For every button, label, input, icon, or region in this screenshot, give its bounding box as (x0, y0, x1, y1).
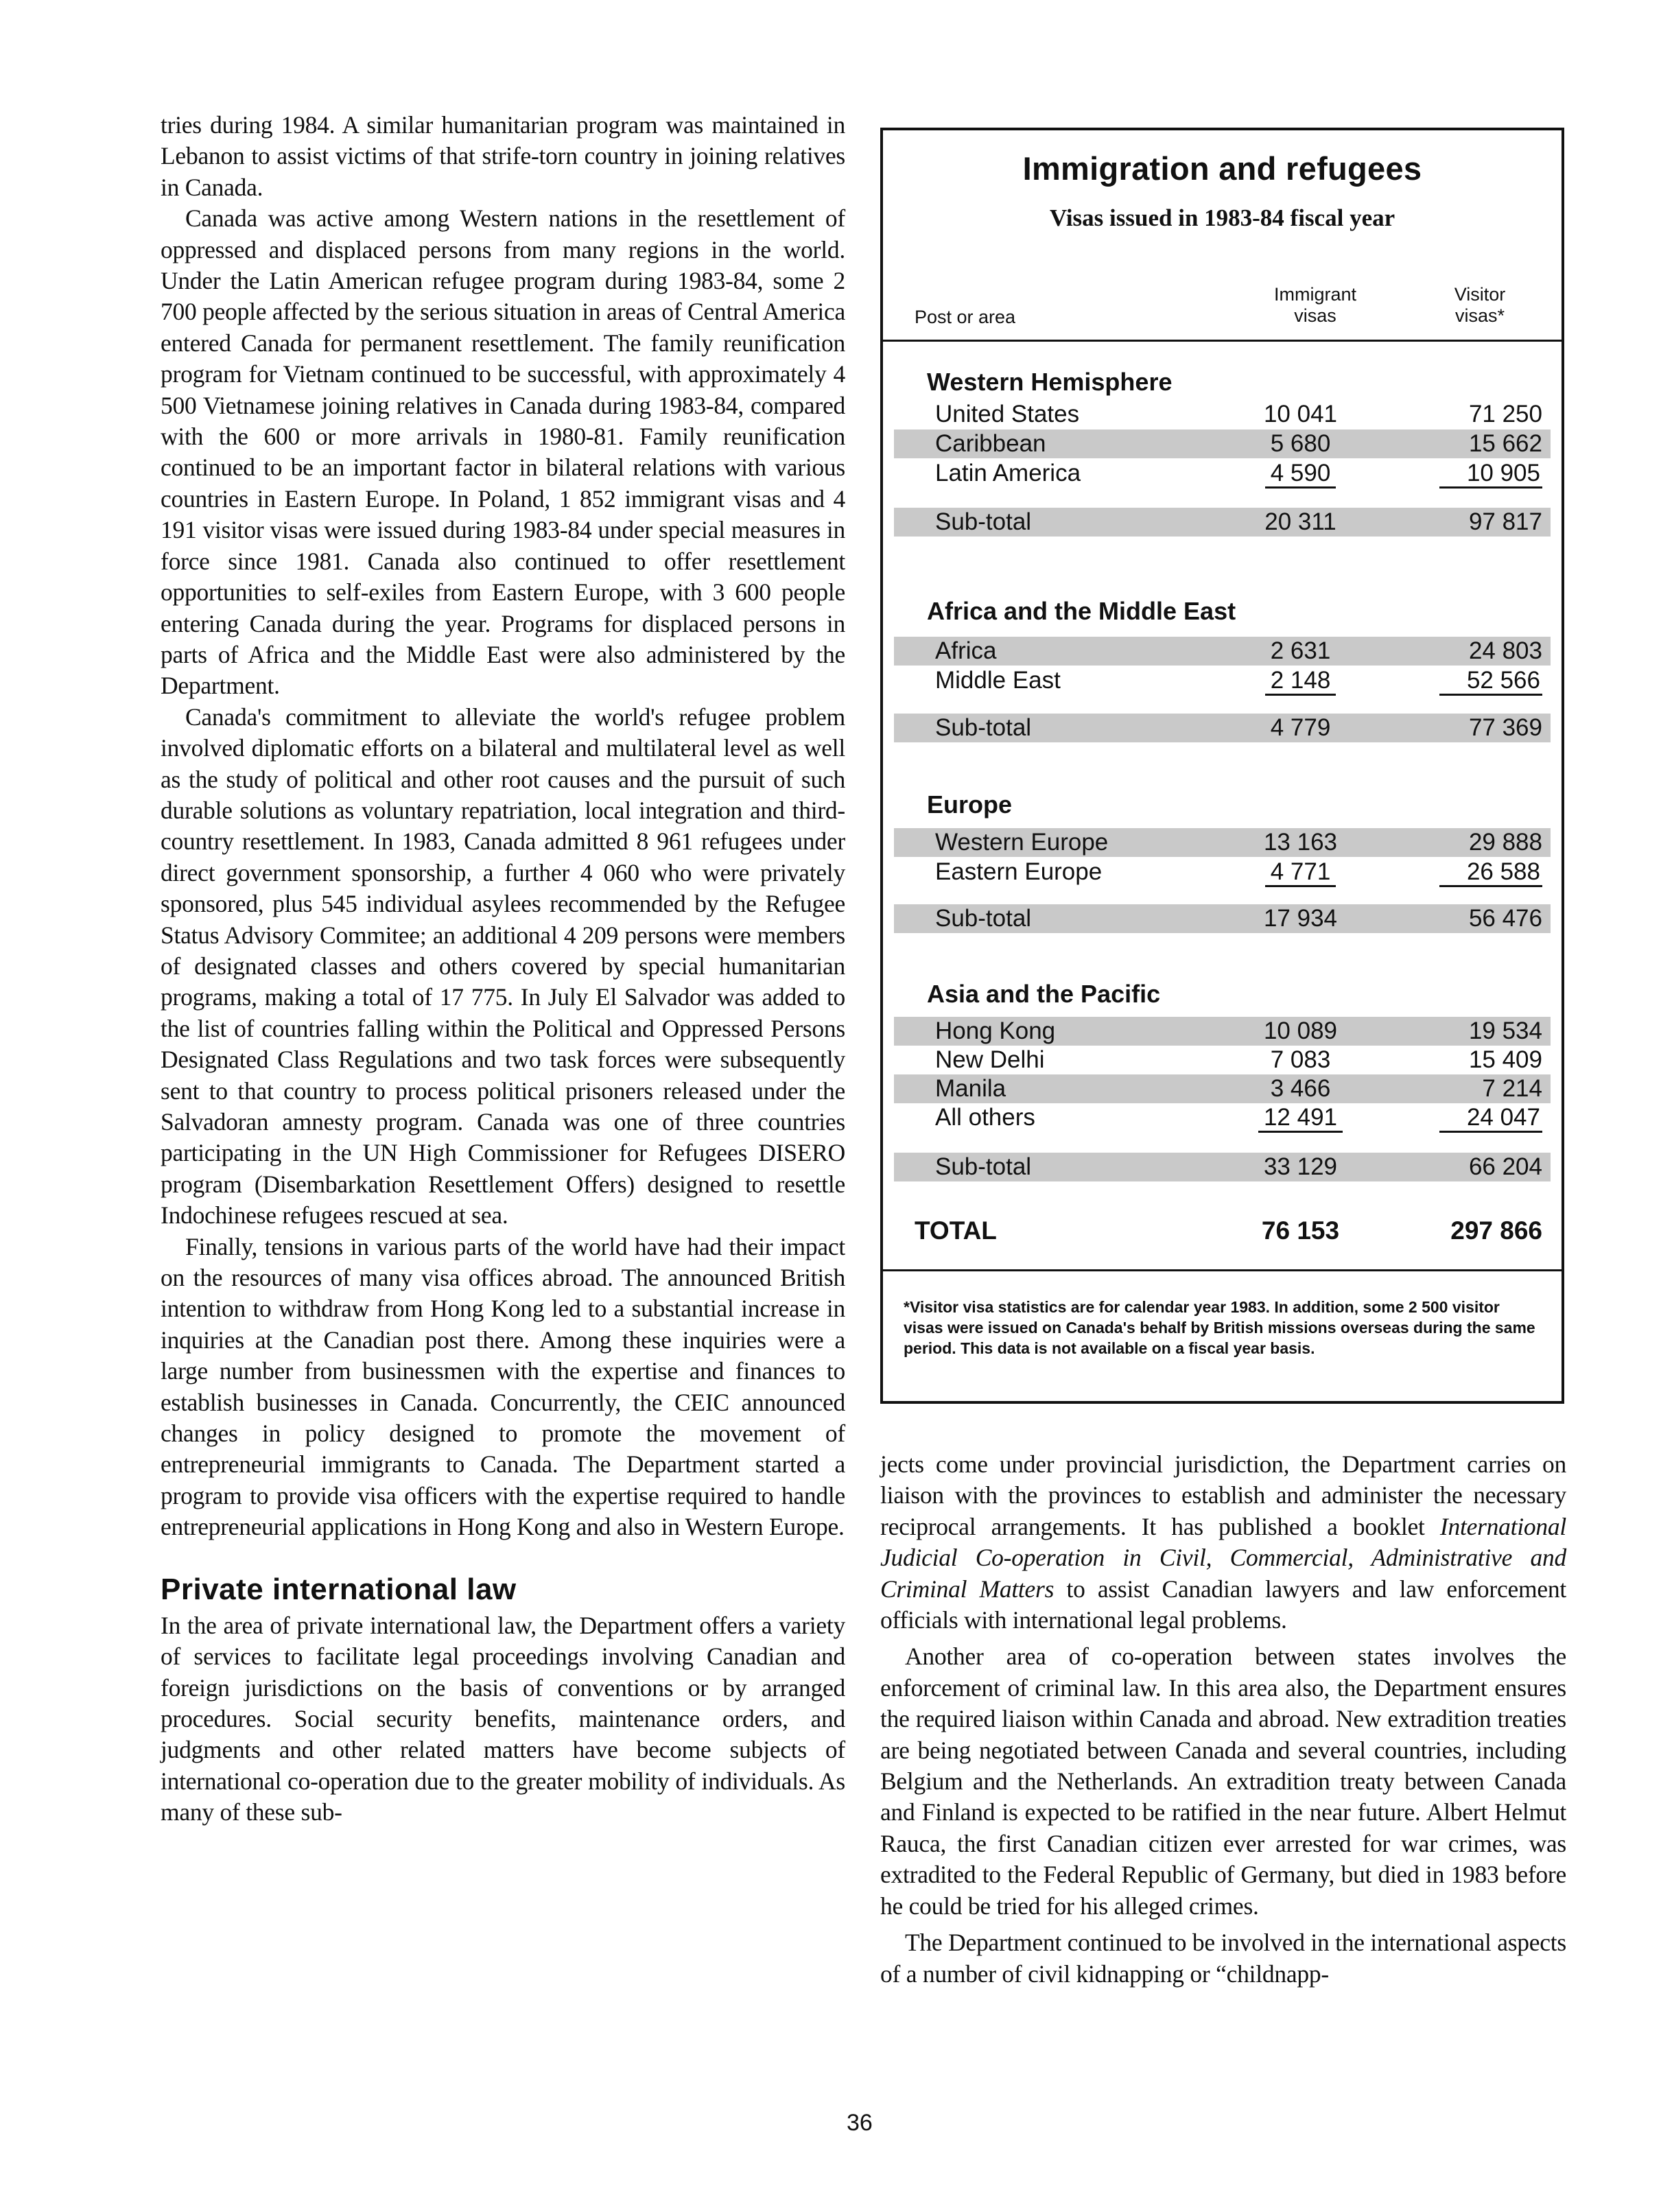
header-divider (883, 340, 1562, 342)
column-header-post: Post or area (915, 307, 1016, 327)
immigrant-value: 33 129 (1263, 1153, 1338, 1180)
paragraph-text: to assist Canadian lawyers and law enforcement officials with international legal problems. (880, 1575, 1566, 1634)
paragraph: tries during 1984. A similar humanitarian program was maintained in Lebanon to assist victims of that strife-torn country in joining relatives in Canada. (161, 111, 845, 201)
paragraph (880, 1449, 1566, 1636)
left-text-column (161, 110, 845, 1828)
row-label: Sub-total (935, 1153, 1032, 1180)
immigrant-value: 5 680 (1270, 430, 1331, 457)
table-row (894, 637, 1551, 666)
table-row (894, 459, 1551, 488)
section-label: Western Hemisphere (927, 368, 1173, 396)
visitor-value: 19 534 (1468, 1017, 1542, 1044)
visitor-value: 26 588 (1439, 858, 1542, 887)
immigrant-value: 10 041 (1263, 401, 1338, 427)
header-line: Immigrant (1273, 284, 1357, 305)
column-header-immigrant (1233, 284, 1398, 327)
visitor-value: 29 888 (1468, 829, 1542, 856)
immigrant-value: 10 089 (1263, 1017, 1338, 1044)
right-text-column (880, 1449, 1566, 1990)
immigrant-value: 2 631 (1270, 637, 1331, 664)
header-line: visas* (1454, 305, 1505, 326)
immigration-table-box (880, 128, 1564, 1404)
table-title: Immigration and refugees (1022, 150, 1422, 187)
immigrant-value: 4 771 (1265, 858, 1336, 887)
footnote-divider (883, 1269, 1562, 1271)
visitor-value: 52 566 (1439, 667, 1542, 696)
header-line: visas (1294, 305, 1336, 326)
row-label: Caribbean (935, 430, 1046, 457)
subtotal-row (894, 508, 1551, 537)
row-label: Sub-total (935, 508, 1032, 535)
table-subtitle: Visas issued in 1983-84 fiscal year (1049, 204, 1395, 231)
immigrant-value: 76 153 (1261, 1216, 1340, 1245)
paragraph-text: jects come under provincial jurisdiction, the Department carries on liaison with the provinces to establish and administer the necessary reciprocal arrangements. It has published a booklet (880, 1450, 1566, 1540)
row-label: Western Europe (935, 829, 1109, 856)
row-label: Eastern Europe (935, 858, 1103, 885)
column-header-visitor (1411, 284, 1548, 327)
booklet-title: International Judicial Co-operation in Civil, Commercial, Administrative and Criminal Matters (880, 1512, 1566, 1603)
page-number: 36 (847, 2110, 873, 2136)
paragraph: Canada was active among Western nations in the resettlement of oppressed and displaced persons from many regions in the world. Under the Latin American refugee program during 1983-84, some 2 700 people affected by the serious situation in areas of Central America entered Canada for permanent resettlement. The family reunification program for Vietnam continued to be successful, with approximately 4 500 Vietnamese joining relatives in Canada during 1983-84, compared with the 600 or more arrivals in 1980-81. Family reunification continued to be an important factor in bilateral relations with various countries in Eastern Europe. In Poland, 1 852 immigrant visas and 4 191 visitor visas were issued during 1983-84 under special measures in force since 1981. Canada also continued to offer resettlement opportunities to self-exiles from Eastern Europe, with 3 600 people entering Canada during the year. Programs for displaced persons in parts of Africa and the Middle East were also administered by the Department. (161, 204, 845, 700)
row-label: Hong Kong (935, 1017, 1056, 1044)
immigrant-value: 20 311 (1264, 508, 1336, 535)
table-row (894, 1017, 1551, 1046)
table-row (894, 1103, 1551, 1132)
immigrant-value: 17 934 (1263, 905, 1338, 932)
section-label: Asia and the Pacific (927, 980, 1161, 1008)
visitor-value: 24 803 (1468, 637, 1542, 664)
table-row (894, 400, 1551, 429)
paragraph: The Department continued to be involved in the international aspects of a number of civil kidnapping or “childnapp- (880, 1929, 1566, 1988)
table-row (894, 1074, 1551, 1103)
visitor-value: 77 369 (1468, 714, 1542, 741)
row-label: Middle East (935, 667, 1061, 694)
section-label: Africa and the Middle East (927, 597, 1236, 625)
paragraph: Canada's commitment to alleviate the world's refugee problem involved diplomatic efforts on a bilateral and multilateral level as well as the study of political and other root causes and the pursuit of such durable solutions as voluntary repatriation, local integration and third-country resettlement. In 1983, Canada admitted 8 961 refugees under direct government sponsorship, a further 4 060 who were privately sponsored, plus 545 individual asylees recommended by the Refugee Status Advisory Commitee; an additional 4 209 persons were members of designated classes and others covered by special humanitarian programs, making a total of 17 775. In July El Salvador was added to the list of countries falling within the Political and Oppressed Persons Designated Class Regulations and two task forces were subsequently sent to that country to process political prisoners released under the Salvadoran amnesty program. Canada was one of three countries participating in the UN High Commissioner for Refugees DISERO program (Disembarkation Resettlement Offers) designed to resettle Indochinese refugees rescued at sea. (161, 703, 845, 1229)
visitor-value: 297 866 (1450, 1216, 1542, 1245)
row-label: New Delhi (935, 1046, 1045, 1073)
paragraph: In the area of private international law, the Department offers a variety of services to facilitate legal proceedings involving Canadian and foreign jurisdictions on the basis of conventions or by arranged procedures. Social security benefits, maintenance orders, and judgments and other related matters have become subjects of international co-operation due to the greater mobility of individuals. As many of these sub- (161, 1611, 845, 1826)
row-label: Latin America (935, 460, 1081, 486)
immigrant-value: 13 163 (1263, 829, 1338, 856)
table-row (894, 430, 1551, 458)
visitor-value: 56 476 (1468, 905, 1542, 932)
subtotal-row (894, 1153, 1551, 1181)
immigrant-value: 2 148 (1265, 667, 1336, 696)
row-label: TOTAL (915, 1216, 997, 1245)
subtotal-row (894, 904, 1551, 933)
row-label: Manila (935, 1075, 1006, 1102)
row-label: All others (935, 1104, 1035, 1131)
visitor-value: 15 662 (1468, 430, 1542, 457)
table-footnote: *Visitor visa statistics are for calendar year 1983. In addition, some 2 500 visitor visas were issued on Canada's behalf by British missions overseas during the same period. This data is not available on a fiscal year basis. (904, 1298, 1535, 1357)
visitor-value: 10 905 (1439, 460, 1542, 489)
row-label: Africa (935, 637, 997, 664)
visitor-value: 24 047 (1439, 1104, 1542, 1133)
total-row (894, 1216, 1551, 1245)
table-row (894, 1046, 1551, 1074)
table-row (894, 828, 1551, 857)
visitor-value: 15 409 (1468, 1046, 1542, 1073)
section-heading: Private international law (161, 1572, 517, 1606)
visitor-value: 97 817 (1468, 508, 1542, 535)
paragraph: Finally, tensions in various parts of the world have had their impact on the resources of many visa offices abroad. The announced British intention to withdraw from Hong Kong led to a substantial increase in inquiries at the Canadian post there. Among these inquiries were a large number from businessmen with the expertise and finances to establish businesses in Canada. Concurrently, the CEIC announced changes in policy designed to promote the movement of entrepreneurial immigrants to Canada. The Department started a program to provide visa officers with the expertise required to handle entrepreneurial applications in Hong Kong and also in Western Europe. (161, 1232, 845, 1541)
row-label: Sub-total (935, 905, 1032, 932)
visitor-value: 7 214 (1482, 1075, 1542, 1102)
immigrant-value: 4 590 (1265, 460, 1336, 489)
visitor-value: 71 250 (1468, 401, 1542, 427)
immigrant-value: 12 491 (1258, 1104, 1343, 1133)
section-label: Europe (927, 790, 1013, 819)
table-row (894, 666, 1551, 695)
immigrant-value: 3 466 (1270, 1075, 1331, 1102)
row-label: Sub-total (935, 714, 1032, 741)
subtotal-row (894, 714, 1551, 742)
table-row (894, 858, 1551, 886)
paragraph: Another area of co-operation between states involves the enforcement of criminal law. In this area also, the Department ensures the required liaison within Canada and abroad. New extradition treaties are being negotiated between Canada and several countries, including Belgium and the Netherlands. An extradition treaty between Canada and Finland is expected to be ratified in the near future. Albert Helmut Rauca, the first Canadian citizen ever arrested for war crimes, was extradited to the Federal Republic of Germany, but died in 1983 before he could be tried for his alleged crimes. (880, 1643, 1566, 1920)
header-line: Visitor (1454, 284, 1506, 305)
immigrant-value: 7 083 (1270, 1046, 1331, 1073)
immigrant-value: 4 779 (1270, 714, 1331, 741)
row-label: United States (935, 401, 1080, 427)
visitor-value: 66 204 (1468, 1153, 1542, 1180)
